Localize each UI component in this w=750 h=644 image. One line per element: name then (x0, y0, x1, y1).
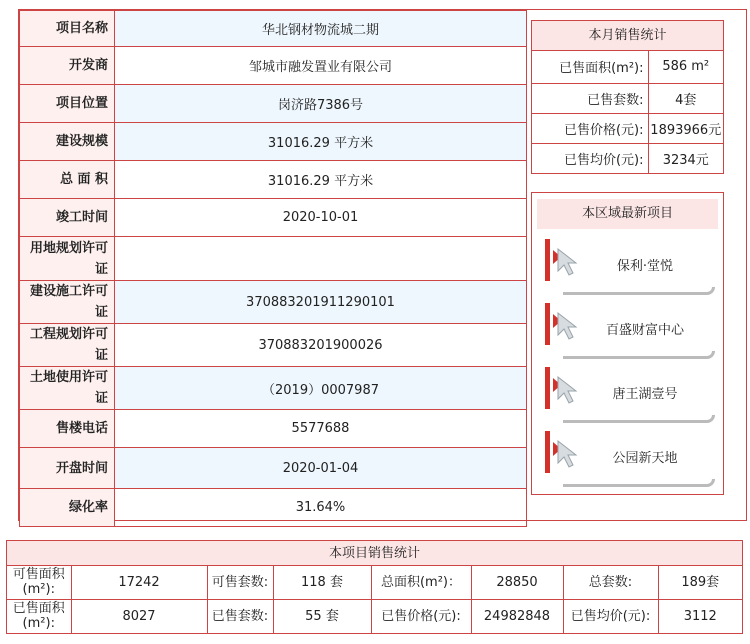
info-label: 售楼电话 (20, 410, 115, 448)
project-sales-table (7, 566, 742, 633)
card-shadow (563, 479, 715, 487)
stats-value: 24982848 (471, 599, 563, 633)
stats-label: 已售价格(元): (371, 599, 471, 633)
card-shadow (563, 415, 715, 423)
red-bar-icon (545, 239, 550, 281)
stats-value: 55 套 (273, 599, 371, 633)
info-row (20, 367, 527, 410)
info-value (115, 237, 527, 281)
red-bar-icon (545, 431, 550, 473)
stats-label: 已售面积(m²): (7, 599, 71, 633)
monthly-label: 已售均价(元): (532, 143, 648, 173)
info-row (20, 11, 527, 47)
info-value: 31016.29 平方米 (115, 123, 527, 161)
cursor-icon (555, 375, 581, 405)
info-label: 开盘时间 (20, 448, 115, 489)
info-label: 绿化率 (20, 489, 115, 527)
area-project-link[interactable] (545, 239, 715, 295)
stats-label: 总套数: (563, 566, 658, 599)
monthly-sales-panel (531, 20, 724, 174)
red-bar-icon (545, 303, 550, 345)
info-row (20, 85, 527, 123)
area-project-link[interactable] (545, 367, 715, 423)
project-sales-title: 本项目销售统计 (7, 541, 742, 566)
monthly-row (532, 83, 723, 113)
monthly-row (532, 113, 723, 143)
info-label: 建设规模 (20, 123, 115, 161)
info-value: 31016.29 平方米 (115, 161, 527, 199)
info-label: 项目位置 (20, 85, 115, 123)
info-row (20, 448, 527, 489)
stats-label: 总面积(m²)： (371, 566, 471, 599)
info-row (20, 47, 527, 85)
info-value: 岗济路7386号 (115, 85, 527, 123)
area-projects-title: 本区域最新项目 (537, 199, 718, 229)
area-projects-panel (531, 192, 724, 495)
stats-value: 28850 (471, 566, 563, 599)
info-label: 土地使用许可证 (20, 367, 115, 410)
monthly-row (532, 143, 723, 173)
stats-row (7, 566, 742, 599)
stats-label: 已售套数: (207, 599, 273, 633)
area-project-name: 公园新天地 (612, 451, 678, 466)
info-label: 用地规划许可证 (20, 237, 115, 281)
monthly-sales-table (532, 51, 723, 173)
info-label: 竣工时间 (20, 199, 115, 237)
info-value: 华北钢材物流城二期 (115, 11, 527, 47)
info-row (20, 410, 527, 448)
card-shadow (563, 351, 715, 359)
area-project-link[interactable] (545, 303, 715, 359)
monthly-value: 3234元 (648, 143, 723, 173)
monthly-value: 586 m² (662, 59, 710, 75)
info-value: 邹城市融发置业有限公司 (115, 47, 527, 85)
info-row (20, 489, 527, 527)
info-label: 工程规划许可证 (20, 324, 115, 367)
monthly-label: 已售面积(m²): (532, 51, 648, 83)
monthly-label: 已售套数: (532, 83, 648, 113)
stats-value: 3112 (658, 599, 742, 633)
area-project-name: 唐王湖壹号 (612, 387, 678, 402)
info-label: 建设施工许可证 (20, 281, 115, 324)
stats-value: 118 套 (273, 566, 371, 599)
stats-value: 8027 (71, 599, 207, 633)
info-row (20, 324, 527, 367)
cursor-icon (555, 311, 581, 341)
info-label: 项目名称 (20, 11, 115, 47)
monthly-label: 已售价格(元): (532, 113, 648, 143)
stats-value: 17242 (71, 566, 207, 599)
red-bar-icon (545, 367, 550, 409)
area-project-link[interactable] (545, 431, 715, 487)
info-row (20, 281, 527, 324)
info-row (20, 199, 527, 237)
info-label: 开发商 (20, 47, 115, 85)
info-value: 31.64% (115, 489, 527, 527)
info-value: 2020-01-04 (115, 448, 527, 489)
info-value: 370883201911290101 (115, 281, 527, 324)
stats-row (7, 599, 742, 633)
info-row (20, 161, 527, 199)
info-value: 2020-10-01 (115, 199, 527, 237)
project-info-table (19, 10, 527, 527)
info-label: 总 面 积 (20, 161, 115, 199)
stats-label: 已售均价(元): (563, 599, 658, 633)
monthly-sales-title: 本月销售统计 (532, 21, 723, 51)
stats-label: 可售面积(m²): (7, 566, 71, 599)
monthly-value: 4套 (648, 83, 723, 113)
cursor-icon (555, 439, 581, 469)
area-project-name: 保利·堂悦 (616, 259, 674, 274)
info-row (20, 123, 527, 161)
card-shadow (563, 287, 715, 295)
stats-label: 可售套数: (207, 566, 273, 599)
area-project-name: 百盛财富中心 (605, 323, 684, 338)
project-sales-panel (6, 540, 743, 634)
monthly-value: 1893966元 (648, 113, 723, 143)
info-value: 370883201900026 (115, 324, 527, 367)
info-value: 5577688 (115, 410, 527, 448)
info-row (20, 237, 527, 281)
monthly-row (532, 51, 723, 83)
stats-value: 189套 (681, 574, 720, 590)
info-value: （2019）0007987 (115, 367, 527, 410)
cursor-icon (555, 247, 581, 277)
